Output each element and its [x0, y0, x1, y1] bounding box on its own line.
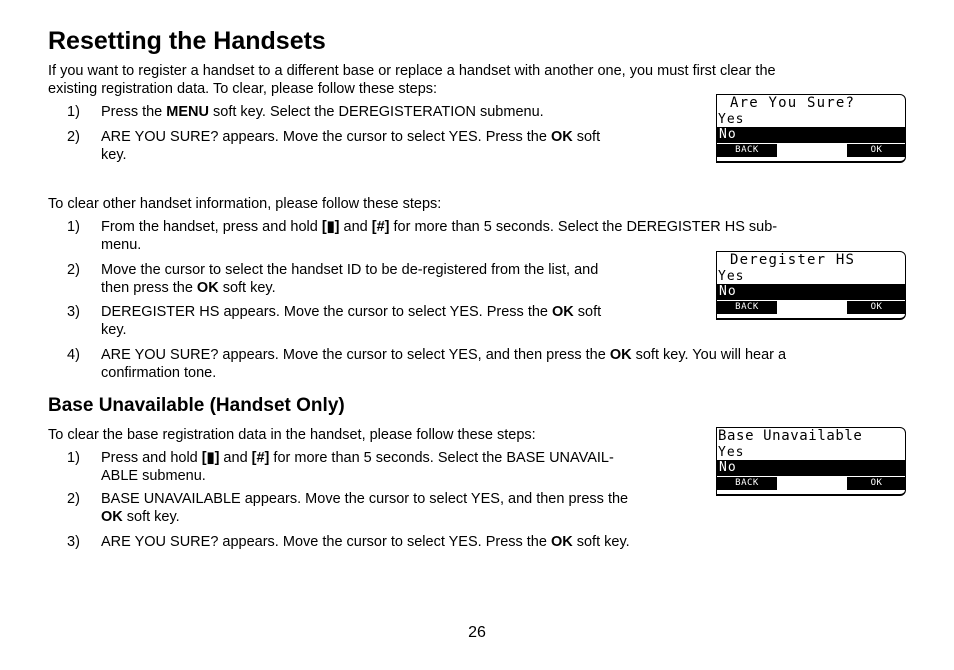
step-text-part: and: [339, 219, 372, 235]
lcd-back-softkey: BACK: [717, 477, 777, 490]
step-text-part: BASE UNAVAILABLE appears. Move the cursor to select YES, and then press the: [101, 491, 629, 507]
section2-intro: To clear other handset information, please follow these steps:: [48, 196, 442, 212]
step-text-part: ARE YOU SURE? appears. Move the cursor to select YES. Press the: [101, 129, 551, 145]
ok-key-label: OK: [552, 304, 574, 320]
lcd-option-selected: [717, 460, 906, 476]
step-number: 3): [67, 304, 80, 320]
step-text-part: DEREGISTER HS appears. Move the cursor to select YES. Press the: [101, 304, 553, 320]
section1-intro-line1: If you want to register a handset to a different base or replace a handset with another one, you must first clear the: [48, 63, 776, 79]
step-text: [101, 261, 598, 297]
step-text-part: soft: [572, 129, 601, 145]
step-text-part: soft key.: [572, 534, 630, 550]
step-number: 1): [67, 104, 80, 120]
section-heading: Base Unavailable (Handset Only): [48, 395, 345, 416]
step-text: [101, 128, 600, 164]
step-number: 2): [67, 129, 80, 145]
ok-key-label: OK: [550, 534, 573, 550]
lcd-option-selected: [717, 127, 906, 143]
step-text: [101, 218, 777, 254]
lcd-ok-softkey: OK: [847, 301, 906, 314]
lcd-screen-base-unavailable: [716, 427, 906, 497]
section1-intro-line2: existing registration data. To clear, please follow these steps:: [48, 81, 438, 97]
step-text-part: Move the cursor to select the handset ID to be de-registered from the list, and: [101, 262, 599, 278]
lcd-screen-deregister-hs: [716, 251, 906, 321]
lcd-selected-label: No: [719, 460, 737, 475]
lcd-softkey-bar: [717, 301, 906, 314]
step-text-part: confirmation tone.: [101, 365, 217, 381]
lcd-selected-label: No: [719, 284, 737, 299]
step-text-part: for more than 5 seconds. Select the BASE UNAVAIL-: [269, 450, 614, 466]
lcd-screen-are-you-sure: [716, 94, 906, 164]
step-text-part: menu.: [101, 237, 142, 253]
step-text-part: key.: [101, 147, 127, 163]
step-text-part: ARE YOU SURE? appears. Move the cursor to select YES, and then press the: [101, 347, 610, 363]
step-text: [101, 533, 630, 551]
section3-intro: To clear the base registration data in the handset, please follow these steps:: [48, 427, 536, 443]
step-number: 3): [67, 534, 80, 550]
lcd-option-yes: Yes: [718, 112, 745, 127]
step-text-part: soft key. You will hear a: [631, 347, 787, 363]
step-text: [101, 346, 786, 382]
lcd-back-softkey: BACK: [717, 301, 777, 314]
step-text-part: From the handset, press and hold: [101, 219, 322, 235]
lcd-softkey-bar: [717, 477, 906, 490]
lcd-back-softkey: BACK: [717, 144, 777, 157]
lcd-title: Base Unavailable: [718, 428, 863, 444]
step-text-part: Press the: [101, 104, 167, 120]
step-text-part: and: [219, 450, 252, 466]
lcd-option-yes: Yes: [718, 269, 745, 284]
step-text-part: ABLE submenu.: [101, 468, 206, 484]
lcd-title: Are You Sure?: [730, 95, 856, 111]
step-text-part: Press and hold: [101, 450, 202, 466]
step-text-part: for more than 5 seconds. Select the DEREGISTER HS sub-: [389, 219, 778, 235]
step-text: [101, 303, 601, 339]
page-number: 26: [468, 624, 486, 641]
lcd-title: Deregister HS: [730, 252, 856, 268]
step-text-part: then press the: [101, 280, 197, 296]
step-text: [101, 490, 628, 526]
step-text-part: soft: [573, 304, 602, 320]
step-number: 4): [67, 347, 80, 363]
step-text-part: soft key.: [122, 509, 180, 525]
menu-key-label: MENU: [166, 104, 209, 120]
page-title: Resetting the Handsets: [48, 27, 326, 55]
pound-key-label: [#]: [251, 450, 270, 466]
step-text-part: soft key.: [218, 280, 276, 296]
step-text-part: ARE YOU SURE? appears. Move the cursor to select YES. Press the: [101, 534, 551, 550]
step-number: 1): [67, 219, 80, 235]
lcd-option-yes: Yes: [718, 445, 745, 460]
ok-key-label: OK: [550, 129, 573, 145]
lcd-softkey-bar: [717, 144, 906, 157]
lcd-option-selected: [717, 284, 906, 300]
step-number: 2): [67, 491, 80, 507]
lcd-ok-softkey: OK: [847, 144, 906, 157]
step-text: [101, 449, 614, 485]
step-text-part: key.: [101, 322, 127, 338]
ok-key-label: OK: [101, 509, 123, 525]
talk-key-icon: [▮]: [321, 219, 340, 235]
pound-key-label: [#]: [371, 219, 390, 235]
step-number: 1): [67, 450, 80, 466]
talk-key-icon: [▮]: [201, 450, 220, 466]
step-text-part: soft key. Select the DEREGISTERATION submenu.: [208, 104, 544, 120]
lcd-ok-softkey: OK: [847, 477, 906, 490]
step-text: [101, 103, 544, 121]
section1-intro: [48, 62, 776, 98]
step-number: 2): [67, 262, 80, 278]
ok-key-label: OK: [196, 280, 219, 296]
lcd-selected-label: No: [719, 127, 737, 142]
ok-key-label: OK: [609, 347, 632, 363]
